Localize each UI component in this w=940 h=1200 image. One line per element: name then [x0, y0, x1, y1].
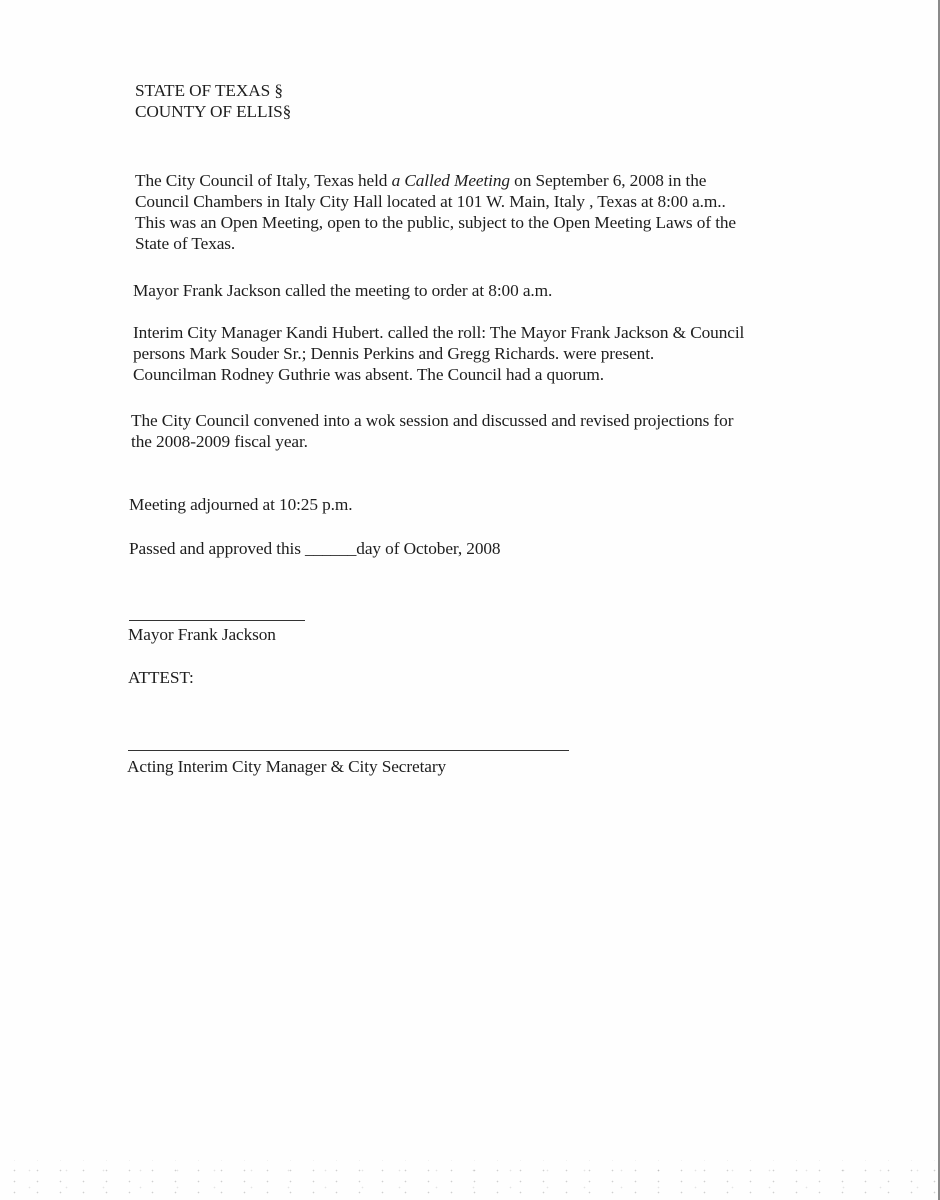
attest-label: ATTEST:	[128, 668, 194, 687]
paragraph-meeting-line-1	[135, 170, 706, 192]
roll-call-line-3: Councilman Rodney Guthrie was absent. The Council had a quorum.	[133, 365, 604, 384]
roll-call-line-2: persons Mark Souder Sr.; Dennis Perkins and Gregg Richards. were present.	[133, 344, 655, 363]
call-to-order-text: Mayor Frank Jackson called the meeting to order at 8:00 a.m.	[133, 281, 553, 300]
approval-day-blank: ______	[305, 539, 357, 558]
secretary-signature-label: Acting Interim City Manager & City Secretary	[127, 757, 447, 776]
approval-post-text: day of October, 2008	[356, 539, 501, 558]
paragraph-meeting-line-4: State of Texas.	[135, 234, 236, 253]
state-heading: STATE OF TEXAS §	[135, 81, 283, 100]
scan-noise	[0, 1160, 940, 1200]
work-session-line-1: The City Council convened into a wok session and discussed and revised projections for	[131, 411, 734, 430]
paragraph-meeting-line-2: Council Chambers in Italy City Hall located at 101 W. Main, Italy , Texas at 8:00 a.m..	[135, 192, 726, 211]
mayor-signature-label: Mayor Frank Jackson	[128, 625, 276, 644]
approval-pre-text: Passed and approved this	[129, 539, 306, 558]
meeting-date-text: on September 6, 2008 in the	[509, 171, 707, 190]
meeting-type-italic: a Called Meeting	[391, 171, 510, 190]
mayor-signature-line	[129, 620, 305, 621]
adjourned-text: Meeting adjourned at 10:25 p.m.	[129, 495, 353, 514]
secretary-signature-line	[128, 750, 569, 751]
approval-text	[129, 538, 500, 560]
county-heading: COUNTY OF ELLIS§	[135, 102, 292, 121]
roll-call-line-1: Interim City Manager Kandi Hubert. called the roll: The Mayor Frank Jackson & Council	[133, 323, 745, 342]
paragraph-meeting-line-3: This was an Open Meeting, open to the public, subject to the Open Meeting Laws of the	[135, 213, 737, 232]
meeting-intro-text: The City Council of Italy, Texas held	[135, 171, 392, 190]
work-session-line-2: the 2008-2009 fiscal year.	[131, 432, 308, 451]
